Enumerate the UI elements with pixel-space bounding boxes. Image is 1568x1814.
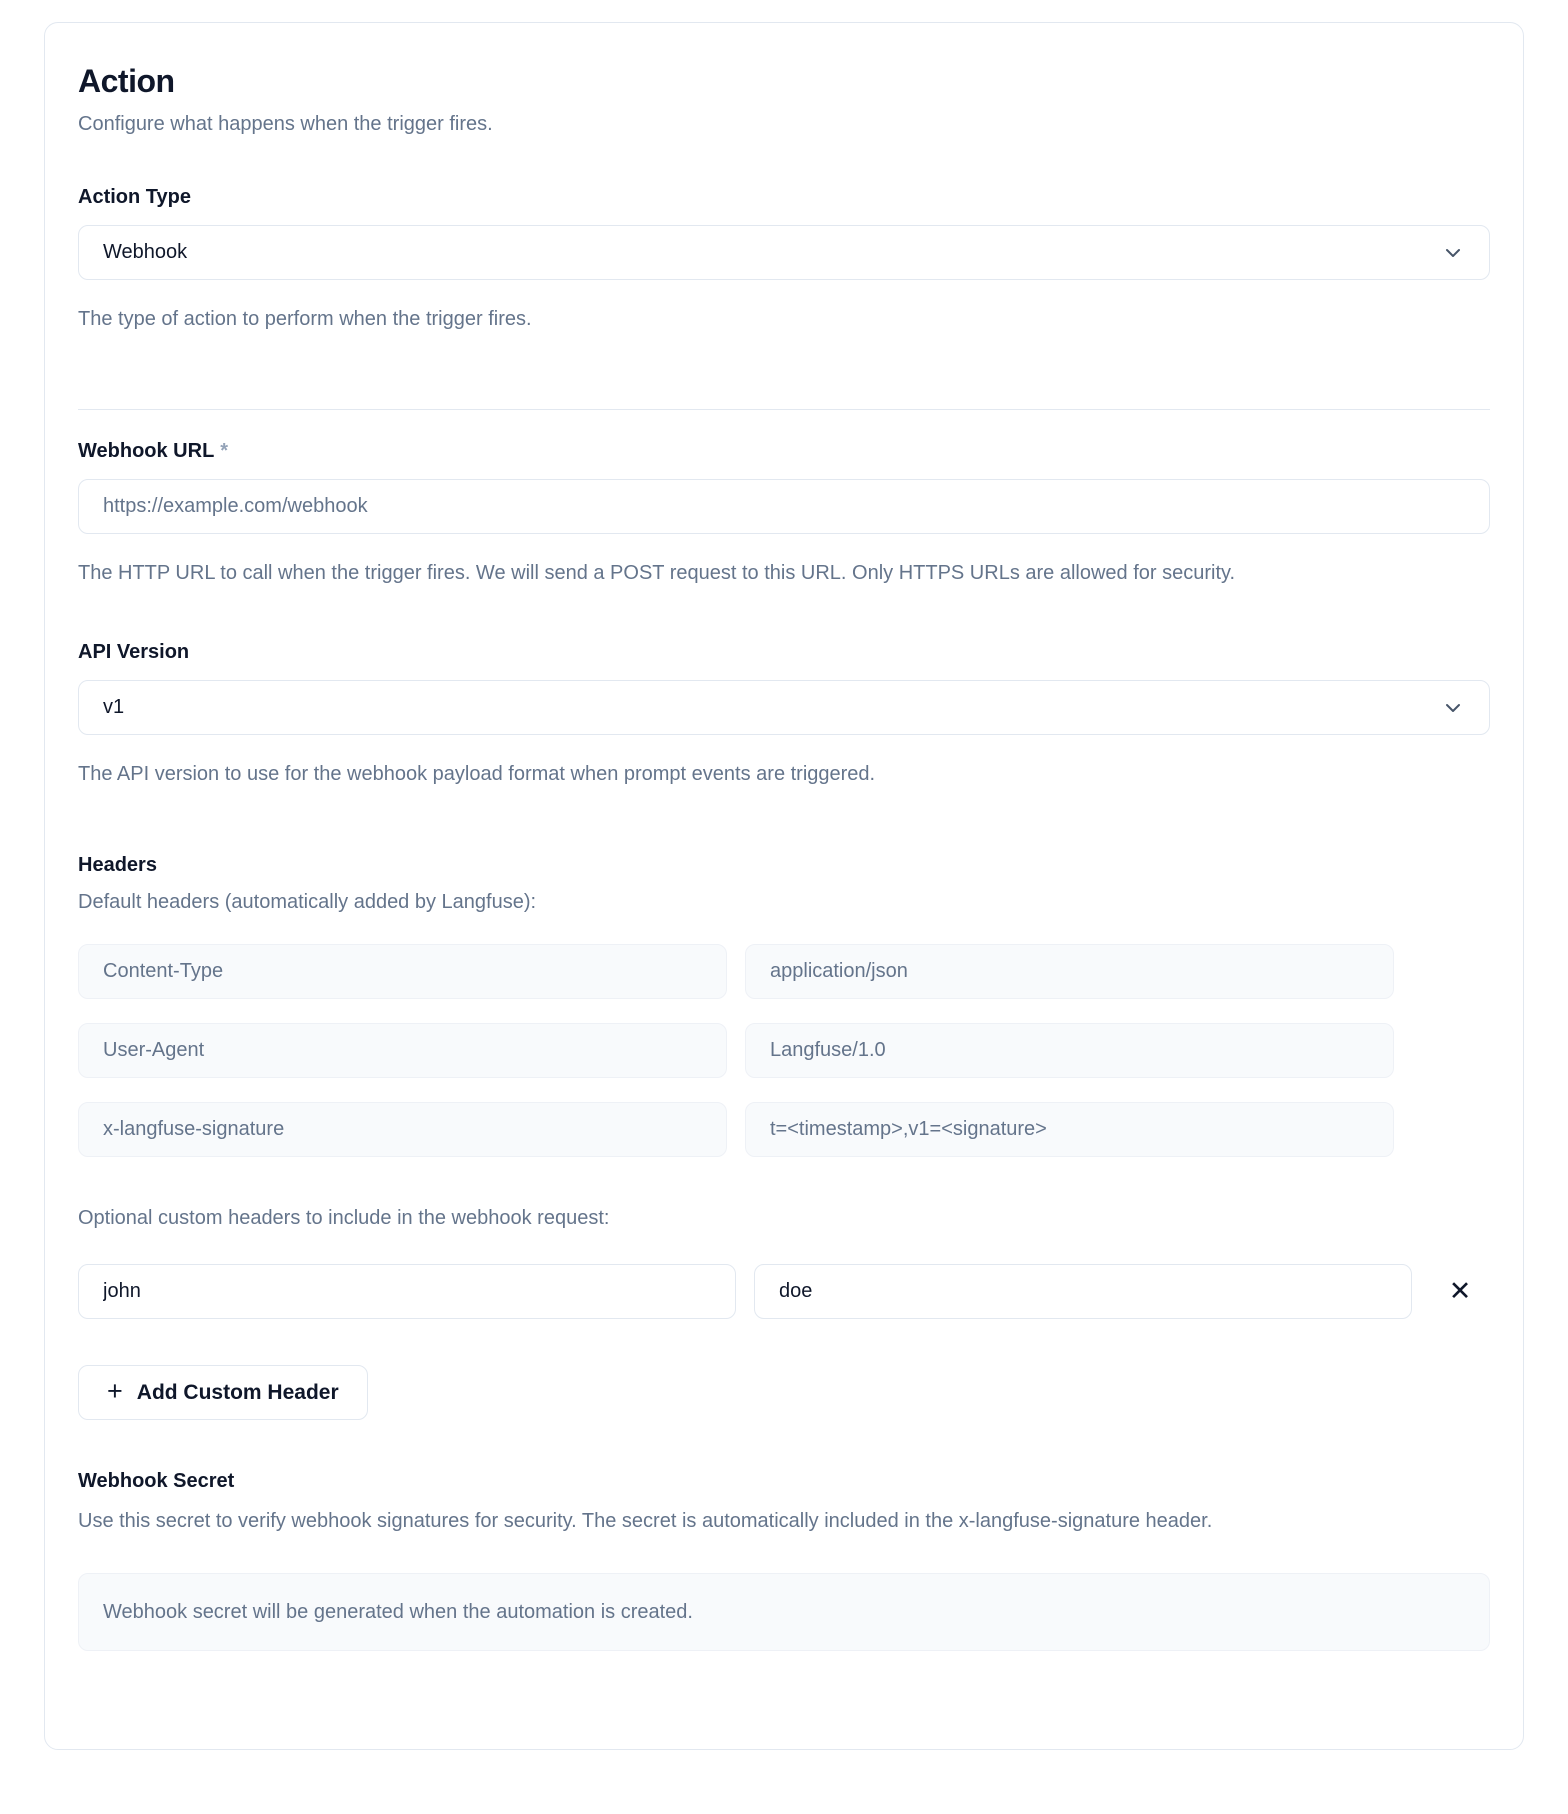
webhook-secret-field (78, 1573, 1490, 1651)
header-value-field: t=<timestamp>,v1=<signature> (745, 1102, 1394, 1157)
custom-header-value-input[interactable] (754, 1264, 1412, 1319)
webhook-url-label (78, 440, 1490, 463)
default-header-row (78, 944, 1490, 999)
webhook-secret-label: Webhook Secret (78, 1470, 235, 1492)
webhook-url-group (78, 440, 1490, 591)
plus-icon: + (107, 1376, 123, 1406)
api-version-help: The API version to use for the webhook payload format when prompt events are triggered. (78, 763, 876, 785)
header-name-field: User-Agent (78, 1023, 727, 1078)
api-version-value: v1 (103, 696, 125, 718)
webhook-secret-group (78, 1470, 1490, 1651)
chevron-down-icon (1441, 241, 1465, 265)
action-type-help: The type of action to perform when the trigger fires. (78, 308, 532, 330)
api-version-label: API Version (78, 641, 190, 663)
webhook-secret-description: Use this secret to verify webhook signatures for security. The secret is automatically included in the x-langfuse-signature header. (78, 1510, 1213, 1532)
webhook-url-label-text: Webhook URL (78, 440, 215, 462)
webhook-url-help: The HTTP URL to call when the trigger fires. We will send a POST request to this URL. Only HTTPS URLs are allowed for security. (78, 562, 1236, 584)
action-type-value: Webhook (103, 241, 188, 263)
header-value-field: application/json (745, 944, 1394, 999)
close-icon: ✕ (1448, 1276, 1472, 1306)
add-custom-header-label: Add Custom Header (136, 1380, 339, 1404)
header-name-field: x-langfuse-signature (78, 1102, 727, 1157)
default-header-row (78, 1102, 1490, 1157)
headers-group (78, 854, 1490, 1420)
custom-header-row (78, 1264, 1490, 1319)
custom-header-name-input[interactable] (78, 1264, 736, 1319)
custom-headers-caption: Optional custom headers to include in the webhook request: (78, 1207, 610, 1229)
headers-label: Headers (78, 854, 157, 876)
default-header-row (78, 1023, 1490, 1078)
required-marker: * (220, 440, 229, 462)
page-title: Action (78, 63, 175, 99)
action-type-select[interactable] (78, 225, 1490, 280)
api-version-select[interactable] (78, 680, 1490, 735)
default-headers-caption: Default headers (automatically added by Langfuse): (78, 891, 537, 913)
webhook-secret-note: Webhook secret will be generated when the automation is created. (103, 1600, 693, 1623)
remove-header-button[interactable] (1430, 1264, 1490, 1319)
chevron-down-icon (1441, 696, 1465, 720)
header-value-field: Langfuse/1.0 (745, 1023, 1394, 1078)
page-subtitle: Configure what happens when the trigger fires. (78, 113, 493, 135)
section-divider (78, 409, 1490, 410)
webhook-url-input[interactable] (78, 479, 1490, 534)
action-card (44, 22, 1524, 1750)
api-version-group (78, 641, 1490, 792)
header-name-field: Content-Type (78, 944, 727, 999)
add-custom-header-button[interactable] (78, 1365, 368, 1420)
action-type-group (78, 186, 1490, 337)
action-type-label: Action Type (78, 186, 191, 208)
